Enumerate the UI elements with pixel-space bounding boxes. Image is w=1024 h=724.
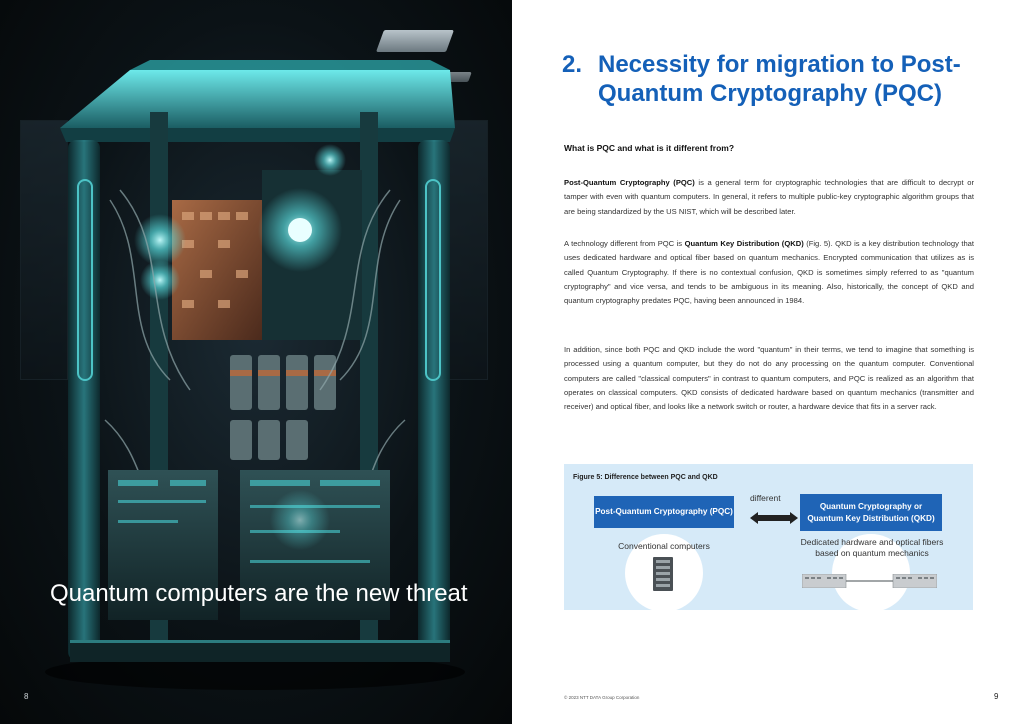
different-label: different [750,493,781,503]
copyright-footer: © 2023 NTT DATA Group Corporation [564,695,640,700]
subheading: What is PQC and what is it different from? [564,143,735,153]
right-page [512,0,1024,724]
term-qkd: Quantum Key Distribution (QKD) [684,239,804,248]
paragraph-text: In addition, since both PQC and QKD include the word "quantum" in their terms, we tend to imagine that something is processed using a quantum computer, but they do not do any processing on the quantum computer. Conventional computers are called "classical computers" in contrast to quantum computers, and PQC is realized as an algorithm that operates on classical computers. QKD consists of dedicated hardware based on quantum mechanics (transmitter and receiver) and optical fiber, and looks like a network switch or router, a hardware device that fits in a server rack. [564,345,974,412]
conventional-computers-label: Conventional computers [618,541,710,551]
term-pqc: Post-Quantum Cryptography (PQC) [564,178,695,187]
qkd-box: Quantum Cryptography or Quantum Key Distribution (QKD) [800,494,942,531]
paragraph-text: A technology different from PQC is [564,239,685,248]
paragraph-text: (Fig. 5). QKD is a key distribution technology that uses dedicated hardware and optical fiber based on quantum mechanics. Encrypted communication that utilizes as is called Quantum Cryptography. If there is no contextual confusion, QKD is sometimes simply referred to as "quantum cryptography" and vice versa, and tends to be ambiguous in its meaning. Also, historically, the concept of QKD and quantum cryptography predates PQC, having been announced in 1984. [564,239,975,306]
double-arrow-icon [750,512,798,524]
section-title-text: Necessity for migration to Post-Quantum Cryptography (PQC) [598,51,961,107]
server-icon [653,557,673,591]
page-number-left: 8 [24,692,29,701]
figure-pqc-vs-qkd [564,464,973,610]
page-number-right: 9 [994,692,999,701]
pqc-box: Post-Quantum Cryptography (PQC) [594,496,734,528]
paragraph-pqc-definition [564,176,974,219]
paragraph-quantum-misconception [564,343,974,414]
section-title [562,50,992,108]
dedicated-hardware-label: Dedicated hardware and optical fibers based on quantum mechanics [800,537,944,558]
section-number: 2. [562,51,583,78]
paragraph-text: is a general term for cryptographic technologies that are difficult to decrypt or tamper with even with quantum computers. In general, it refers to multiple public-key cryptographic algorithm groups that are being standardized by the US NIST, which will be described later. [564,178,974,216]
left-page-caption: Quantum computers are the new threat [50,580,468,607]
paragraph-qkd-definition [564,237,974,308]
network-switch-icon [802,574,937,588]
figure-title: Figure 5: Difference between PQC and QKD [573,474,718,481]
